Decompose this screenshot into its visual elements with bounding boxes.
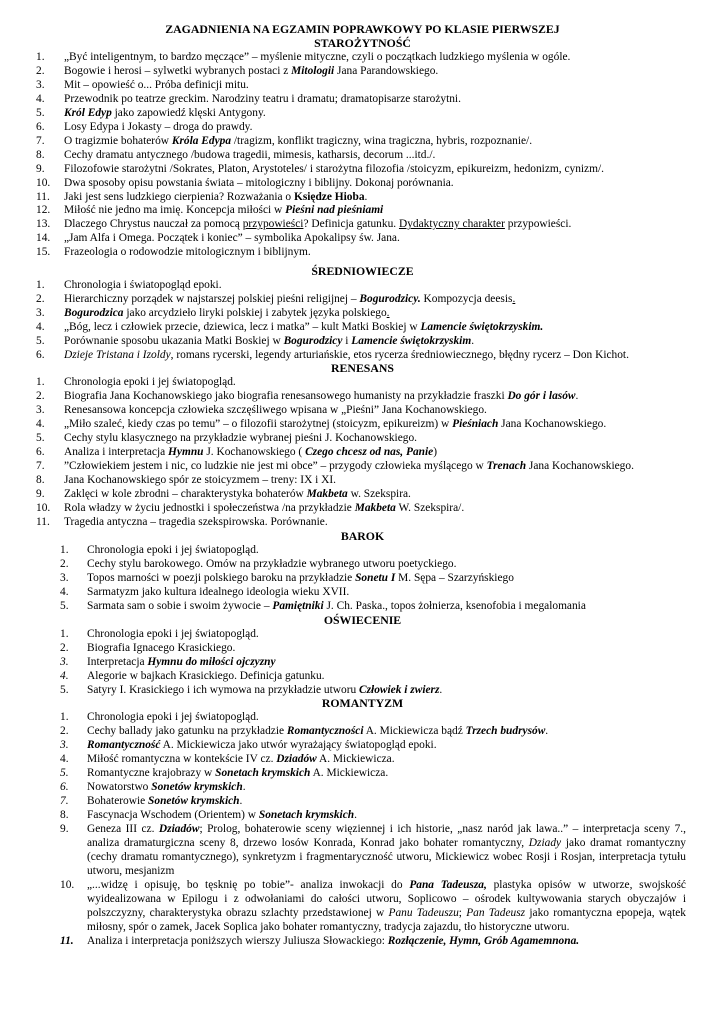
- item-text: [64, 516, 328, 530]
- text-segment: Tragedia antyczna – tragedia szekspirowska. Porównanie.: [64, 516, 328, 528]
- text-segment: Lamencie świętokrzyskim.: [420, 321, 544, 333]
- text-segment: przypowieści.: [504, 218, 572, 231]
- item-number: 8.: [36, 474, 45, 486]
- text-segment: jako arcydzieło liryki polskiej i zabytek języka polskiego: [123, 307, 387, 319]
- text-segment: Frazeologia o rodowodzie mitologicznym i biblijnym.: [64, 246, 311, 259]
- item-text: [64, 79, 249, 93]
- text-segment: , romans rycerski, legendy arturiańskie, etos rycerza średniowiecznego, błędny rycerz – Don Kichot.: [170, 349, 629, 361]
- item-number: 4.: [36, 92, 45, 105]
- section-heading: STAROŻYTNOŚĆ: [314, 36, 411, 50]
- item-text: [64, 135, 532, 149]
- item-number: 3.: [60, 572, 69, 584]
- text-segment: Sonetach krymskich: [215, 767, 311, 779]
- item-number: 4.: [60, 670, 69, 682]
- item-number: 6.: [36, 349, 45, 361]
- item-number: 2.: [36, 64, 45, 77]
- item-number: 5.: [60, 684, 69, 696]
- item-number: 1.: [60, 711, 69, 723]
- text-segment: Dziadów: [276, 753, 317, 765]
- text-segment: ): [433, 446, 438, 458]
- item-number: 6.: [60, 781, 69, 793]
- text-segment: jako romantyczna epopeja, wątek miłosny, spór o zamek, Jacek Soplica jako bohater romantyczny, tradycja zajazdu, tło historyczne utworu.: [87, 906, 686, 933]
- item-number: 12.: [36, 204, 51, 217]
- text-segment: Chronologia i światopogląd epoki.: [64, 279, 222, 291]
- text-segment: .: [545, 725, 549, 737]
- text-segment: ? Definicja gatunku.: [303, 218, 399, 231]
- text-segment: Król Edyp: [64, 106, 112, 119]
- item-text: [64, 376, 236, 390]
- text-segment: Pieśniach: [452, 418, 499, 430]
- text-segment: Do gór i lasów: [507, 390, 576, 402]
- item-text: [87, 739, 437, 753]
- item-text: [87, 809, 357, 823]
- text-segment: Sonetów krymskich: [151, 781, 243, 793]
- text-segment: Lamencie świętokrzyskim: [351, 335, 472, 347]
- text-segment: Bogurodzicy.: [359, 293, 421, 305]
- section-heading: RENESANS: [331, 361, 394, 375]
- text-segment: Geneza III cz.: [87, 823, 159, 835]
- text-segment: ”Człowiekiem jestem i nic, co ludzkie nie jest mi obce” – przygody człowieka myślącego w: [64, 460, 487, 472]
- text-segment: Trenach: [486, 460, 527, 472]
- item-number: 3.: [36, 404, 45, 416]
- item-number: 6.: [36, 446, 45, 458]
- text-segment: A. Mickiewicza.: [316, 753, 395, 765]
- item-text: [64, 121, 252, 135]
- item-number: 15.: [36, 246, 51, 259]
- item-text: [64, 232, 400, 246]
- text-segment: Pan Tadeusz: [466, 906, 526, 919]
- text-segment: „Być inteligentnym, to bardzo męczące” – myślenie mityczne, czyli o początkach ludzkiego myślenia w ogóle.: [64, 51, 571, 63]
- text-segment: plastyka opisów w utworze, swojskość wyidealizowana w Epilogu i z odwołaniami do całości utworu, Soplicowo – ośrodek kultywowania starych obyczajów i polszczyzny, charakterystyka obrazu szlachty przedstawionej w: [87, 879, 686, 919]
- item-number: 3.: [60, 739, 69, 751]
- text-segment: Jana Parandowskiego.: [334, 64, 439, 77]
- text-segment: Króla Edypa: [171, 134, 232, 147]
- text-segment: Rola władzy w życiu jednostki i społeczeństwa /na przykładzie: [64, 502, 355, 514]
- text-segment: Jaki jest sens ludzkiego cierpienia? Rozważania o: [64, 190, 294, 203]
- text-segment: ;: [458, 906, 467, 919]
- item-text: [87, 572, 514, 586]
- item-text: [64, 502, 464, 516]
- text-segment: Chronologia epoki i jej światopogląd.: [87, 628, 259, 640]
- text-segment: Bohaterowie: [87, 795, 149, 807]
- text-segment: Bogowie i herosi – sylwetki wybranych postaci z: [64, 64, 292, 77]
- text-segment: „Jam Alfa i Omega. Początek i koniec” – symbolika Apokalipsy św. Jana.: [64, 232, 400, 245]
- text-segment: Jana Kochanowskiego.: [526, 460, 634, 472]
- text-segment: w. Szekspira.: [347, 488, 411, 500]
- item-number: 5.: [36, 335, 45, 347]
- text-segment: Jana Kochanowskiego spór ze stoicyzmem – treny: IX i XI.: [64, 474, 337, 486]
- item-number: 9.: [36, 162, 45, 175]
- text-segment: jako dramat romantyczny (cechy dramatu romantycznego), synkretyzm i fragmentaryczność utworu, Mickiewicz wobec Rosji i Rosjan, interpretacja tytułu utworu, mesjanizm: [87, 836, 686, 877]
- item-text: [87, 642, 235, 656]
- text-segment: .: [386, 307, 390, 319]
- item-text: [64, 418, 606, 432]
- text-segment: .: [354, 809, 357, 821]
- item-number: 1.: [36, 376, 45, 388]
- item-number: 4.: [36, 321, 45, 333]
- item-text: [64, 204, 383, 218]
- text-segment: Sonetów krymskich: [148, 795, 240, 807]
- text-segment: J. Kochanowskiego (: [203, 446, 306, 458]
- item-text: [64, 65, 438, 79]
- text-segment: Chronologia epoki i jej światopogląd.: [87, 544, 259, 556]
- item-text: [64, 218, 571, 232]
- item-number: 13.: [36, 218, 51, 231]
- item-text: [64, 51, 570, 65]
- item-number: 11.: [60, 935, 74, 947]
- text-segment: Makbeta: [306, 488, 348, 500]
- text-segment: Losy Edypa i Jokasty – droga do prawdy.: [64, 120, 253, 133]
- text-segment: Sarmata sam o sobie i swoim żywocie –: [87, 600, 273, 612]
- item-text: [87, 670, 325, 684]
- item-text: [64, 335, 474, 349]
- text-segment: „Bóg, lecz i człowiek przecie, dziewica, lecz i matka” – kult Matki Boskiej w: [64, 321, 421, 333]
- text-segment: .: [242, 781, 246, 793]
- text-segment: i: [342, 335, 352, 347]
- text-segment: Porównanie sposobu ukazania Matki Boskiej w: [64, 335, 284, 347]
- text-segment: Hymnu: [168, 446, 204, 458]
- item-text: [87, 753, 395, 767]
- item-text: [64, 474, 336, 488]
- text-segment: Mit – opowieść o... Próba definicji mitu.: [64, 78, 249, 91]
- document-title: ZAGADNIENIA NA EGZAMIN POPRAWKOWY PO KLASIE PIERWSZEJ: [165, 22, 560, 36]
- text-segment: A. Mickiewicza.: [310, 767, 389, 779]
- text-segment: Cechy stylu klasycznego na przykładzie wybranej pieśni J. Kochanowskiego.: [64, 432, 418, 444]
- text-segment: Dlaczego Chrystus nauczał za pomocą: [64, 218, 243, 231]
- text-segment: „Miło szaleć, kiedy czas po temu” – o filozofii starożytnej (stoicyzm, epikureizm) w: [64, 418, 453, 430]
- item-text: [87, 725, 548, 739]
- text-segment: Analiza i interpretacja poniższych wierszy Juliusza Słowackiego:: [87, 935, 388, 947]
- text-segment: Alegorie w bajkach Krasickiego. Definicja gatunku.: [87, 670, 325, 682]
- item-number: 10.: [36, 176, 51, 189]
- item-text: [87, 935, 579, 949]
- item-number: 9.: [36, 488, 45, 500]
- item-text: [64, 460, 634, 474]
- item-number: 14.: [36, 232, 51, 245]
- item-number: 5.: [60, 600, 69, 612]
- item-text: [64, 293, 515, 307]
- text-segment: A. Mickiewicza bądź: [363, 725, 466, 737]
- item-text: [87, 600, 586, 614]
- item-text: [64, 163, 604, 177]
- text-segment: Satyry I. Krasickiego i ich wymowa na przykładzie utworu: [87, 684, 360, 696]
- text-segment: Nowatorstwo: [87, 781, 152, 793]
- item-text: [87, 781, 246, 795]
- item-number: 3.: [36, 78, 45, 91]
- text-segment: Sonetach krymskich: [258, 809, 355, 821]
- text-segment: /tragizm, konflikt tragiczny, wina tragiczna, hybris, rozpoznanie/.: [231, 134, 533, 147]
- item-number: 10.: [36, 502, 51, 514]
- item-number: 1.: [36, 279, 45, 291]
- item-text: [87, 586, 349, 600]
- item-text: [64, 107, 266, 121]
- item-text: [87, 656, 276, 670]
- text-segment: przypowieści: [242, 218, 304, 231]
- text-segment: Topos marności w poezji polskiego baroku na przykładzie: [87, 572, 356, 584]
- text-segment: Cechy stylu barokowego. Omów na przykładzie wybranego utworu poetyckiego.: [87, 558, 457, 570]
- item-number: 7.: [60, 795, 69, 807]
- text-segment: Rozłączenie, Hymn, Grób Agamemnona.: [387, 935, 580, 947]
- item-number: 1.: [60, 628, 69, 640]
- item-text: [87, 823, 686, 879]
- text-segment: .: [471, 335, 475, 347]
- text-segment: Chronologia epoki i jej światopogląd.: [87, 711, 259, 723]
- text-segment: Interpretacja: [87, 656, 148, 668]
- item-text: [64, 307, 390, 321]
- item-number: 7.: [36, 460, 45, 472]
- item-number: 5.: [60, 767, 69, 779]
- item-number: 1.: [60, 544, 69, 556]
- text-segment: Sarmatyzm jako kultura idealnego ideologia wieku XVII.: [87, 586, 350, 598]
- text-segment: Fascynacja Wschodem (Orientem) w: [87, 809, 259, 821]
- text-segment: Makbeta: [354, 502, 396, 514]
- text-segment: M. Sępa – Szarzyńskiego: [395, 572, 514, 584]
- item-text: [64, 390, 578, 404]
- text-segment: Przewodnik po teatrze greckim. Narodziny teatru i dramatu; dramatopisarze starożytni.: [64, 92, 461, 105]
- text-segment: Romantyczność: [87, 739, 161, 751]
- text-segment: Dziadów: [158, 823, 200, 835]
- text-segment: Romantyczności: [286, 725, 364, 737]
- text-segment: Miłość nie jedno ma imię. Koncepcja miłości w: [64, 204, 286, 217]
- section-heading: ROMANTYZM: [321, 696, 404, 710]
- text-segment: Zaklęci w kole zbrodni – charakterystyka bohaterów: [64, 488, 307, 500]
- text-segment: Księdze Hioba: [293, 190, 365, 203]
- text-segment: Dziady: [528, 836, 562, 849]
- text-segment: Kompozycja deesis: [420, 293, 513, 305]
- text-segment: Dzieje Tristana i Izoldy: [64, 349, 171, 361]
- text-segment: Mitologii: [291, 64, 335, 77]
- item-number: 4.: [60, 753, 69, 765]
- item-number: 2.: [60, 642, 69, 654]
- item-number: 6.: [36, 120, 45, 133]
- item-number: 2.: [36, 293, 45, 305]
- text-segment: Jana Kochanowskiego.: [498, 418, 607, 430]
- text-segment: Cechy ballady jako gatunku na przykładzie: [87, 725, 287, 737]
- text-segment: Pana Tadeusza,: [409, 879, 487, 891]
- item-text: [64, 93, 461, 107]
- item-number: 11.: [36, 190, 50, 203]
- item-text: [87, 795, 242, 809]
- text-segment: jako zapowiedź klęski Antygony.: [111, 106, 266, 119]
- text-segment: Dwa sposoby opisu powstania świata – mitologiczny i biblijny. Dokonaj porównania.: [64, 176, 454, 189]
- item-text: [87, 711, 259, 725]
- text-segment: .: [512, 293, 516, 305]
- text-segment: Bogurodzica: [64, 307, 124, 319]
- text-segment: Biografia Ignacego Krasickiego.: [87, 642, 236, 654]
- text-segment: Pieśni nad pieśniami: [285, 204, 384, 217]
- text-segment: .: [239, 795, 243, 807]
- item-text: [87, 558, 456, 572]
- text-segment: .: [364, 190, 368, 203]
- text-segment: Bogurodzicy: [283, 335, 343, 347]
- item-text: [87, 879, 686, 935]
- text-segment: Renesansowa koncepcja człowieka szczęśliwego wpisana w „Pieśni” Jana Kochanowskiego.: [64, 404, 487, 416]
- text-segment: W. Szekspira/.: [395, 502, 465, 514]
- item-number: 3.: [60, 656, 69, 668]
- section-heading: ŚREDNIOWIECZE: [311, 264, 414, 278]
- section-heading: OŚWIECENIE: [323, 613, 402, 627]
- item-number: 4.: [60, 586, 69, 598]
- text-segment: Biografia Jana Kochanowskiego jako biografia renesansowego humanisty na przykładzie fraszki: [64, 390, 508, 402]
- item-text: [64, 246, 311, 260]
- item-number: 4.: [36, 418, 45, 430]
- text-segment: Filozofowie starożytni /Sokrates, Platon, Arystoteles/ i starożytna filozofia /stoicyzm, epikureizm, hedonizm, cynizm/.: [64, 162, 604, 175]
- item-text: [64, 432, 417, 446]
- text-segment: .: [575, 390, 579, 402]
- text-segment: „...widzę i opisuję, bo tęsknię po tobie”- analiza inwokacji do: [87, 879, 410, 891]
- item-number: 3.: [36, 307, 45, 319]
- item-text: [64, 321, 543, 335]
- text-segment: Dydaktyczny charakter: [398, 218, 505, 231]
- text-segment: Chronologia epoki i jej światopogląd.: [64, 376, 236, 388]
- item-number: 5.: [36, 432, 45, 444]
- item-text: [64, 446, 437, 460]
- text-segment: Cechy dramatu antycznego /budowa tragedii, mimesis, katharsis, decorum ...itd./.: [64, 148, 436, 161]
- text-segment: Trzech budrysów: [465, 725, 546, 737]
- text-segment: Człowiek i zwierz: [359, 684, 440, 696]
- section-heading: BAROK: [340, 529, 385, 543]
- item-number: 10.: [60, 879, 75, 891]
- text-segment: Czego chcesz od nas, Panie: [305, 446, 434, 458]
- item-text: [64, 177, 454, 191]
- item-number: 2.: [36, 390, 45, 402]
- item-text: [64, 488, 411, 502]
- item-text: [87, 767, 388, 781]
- item-text: [64, 149, 435, 163]
- text-segment: Hymnu do miłości ojczyzny: [147, 656, 276, 668]
- text-segment: Hierarchiczny porządek w najstarszej polskiej pieśni religijnej –: [64, 293, 360, 305]
- item-text: [64, 279, 222, 293]
- text-segment: Miłość romantyczna w kontekście IV cz.: [87, 753, 277, 765]
- item-text: [64, 404, 487, 418]
- item-text: [64, 191, 367, 205]
- text-segment: .: [439, 684, 443, 696]
- item-text: [87, 544, 259, 558]
- item-number: 2.: [60, 558, 69, 570]
- item-number: 11.: [36, 516, 50, 528]
- text-segment: J. Ch. Paska., topos żołnierza, ksenofobia i megalomania: [323, 600, 586, 612]
- text-segment: Pamiętniki: [272, 600, 324, 612]
- item-number: 2.: [60, 725, 69, 737]
- item-number: 7.: [36, 134, 45, 147]
- item-number: 5.: [36, 106, 45, 119]
- text-segment: ; Prolog, bohaterowie sceny więziennej i ich historie, „nasz naród jak lawa..” – interpretacja sceny 7., analiza dramaturgiczna sceny 8, drzewo losów Konrada, Konrad jako bohater romantyczny,: [87, 823, 686, 849]
- text-segment: O tragizmie bohaterów: [64, 134, 172, 147]
- text-segment: Sonetu I: [355, 572, 396, 584]
- item-number: 9.: [60, 823, 69, 835]
- item-number: 8.: [60, 809, 69, 821]
- text-segment: Analiza i interpretacja: [64, 446, 169, 458]
- item-number: 1.: [36, 51, 45, 63]
- text-segment: Romantyczne krajobrazy w: [87, 767, 216, 779]
- text-segment: A. Mickiewicza jako utwór wyrażający światopogląd epoki.: [160, 739, 437, 751]
- item-text: [87, 628, 259, 642]
- item-number: 8.: [36, 148, 45, 161]
- text-segment: Panu Tadeuszu: [388, 906, 459, 919]
